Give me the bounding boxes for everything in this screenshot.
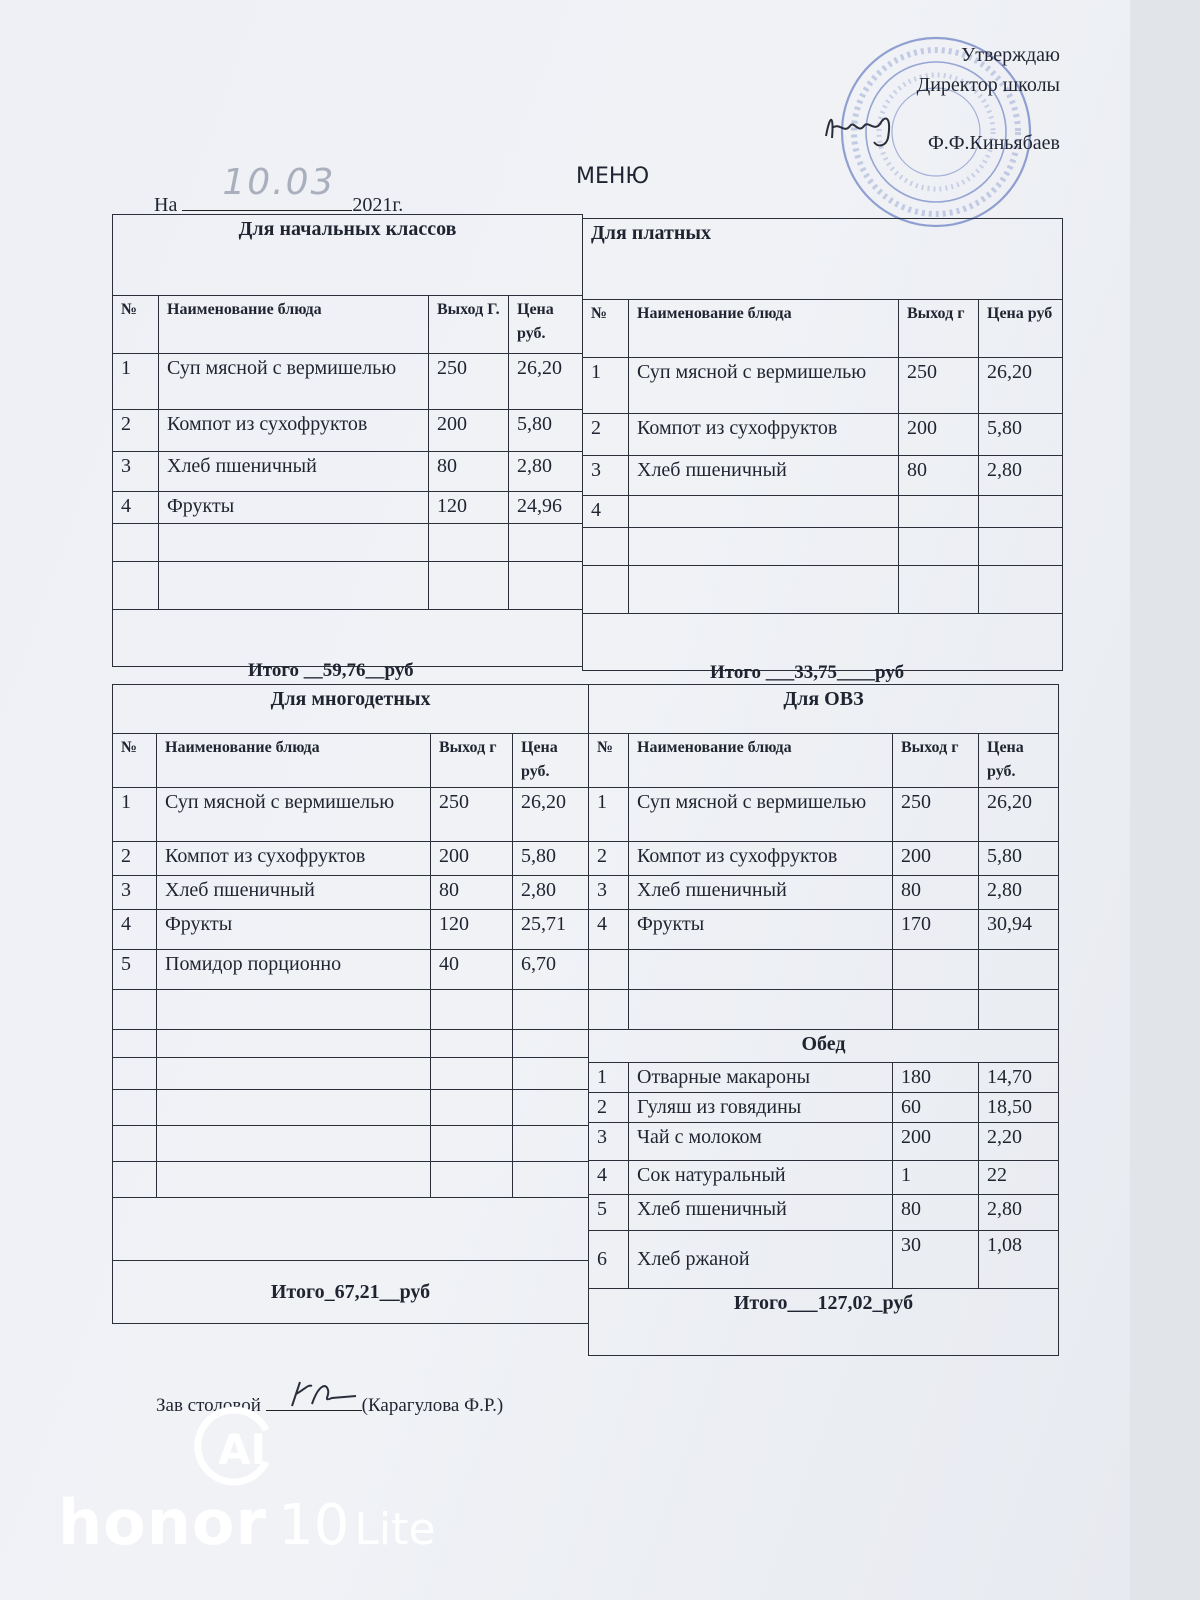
table-row: 1 Суп мясной с вермишелью 250 26,20 (589, 788, 1059, 842)
table-row: 3 Чай с молоком 200 2,20 (589, 1123, 1059, 1161)
empty-row (113, 1162, 589, 1198)
watermark-brand: honor (58, 1486, 268, 1559)
table-row: 2 Гуляш из говядины 60 18,50 (589, 1093, 1059, 1123)
watermark-model: 10 (278, 1493, 350, 1558)
section-title: Для ОВЗ (783, 688, 864, 710)
col-num: № (113, 296, 159, 354)
primary-classes-table (112, 214, 583, 667)
col-name: Наименование блюда (157, 734, 431, 788)
table-row: 6 Хлеб ржаной 30 1,08 (589, 1231, 1059, 1289)
table-row: 1 Суп мясной с вермишелью 250 26,20 (113, 354, 583, 410)
paid-table (582, 218, 1063, 671)
empty-row (583, 566, 1063, 614)
canteen-head-label: Зав столовой (156, 1395, 261, 1416)
col-price: Цена руб. (979, 734, 1059, 788)
director-name: Ф.Ф.Киньябаев (927, 132, 1060, 154)
empty-row (113, 1126, 589, 1162)
large-family-table (112, 684, 589, 1324)
table-row: 4 Фрукты 120 24,96 (113, 492, 583, 524)
table-row: 2 Компот из сухофруктов 200 5,80 (113, 410, 583, 452)
empty-row (589, 950, 1059, 990)
empty-row (113, 1090, 589, 1126)
col-yield: Выход г (899, 300, 979, 358)
col-name: Наименование блюда (159, 296, 429, 354)
col-yield: Выход Г. (429, 296, 509, 354)
ai-logo-icon (188, 1400, 288, 1490)
section-title: Для многодетных (270, 688, 431, 710)
col-name: Наименование блюда (629, 734, 893, 788)
approval-block (917, 40, 1060, 158)
empty-row (583, 528, 1063, 566)
table-row: 1 Отварные макароны 180 14,70 (589, 1063, 1059, 1093)
col-yield: Выход г (431, 734, 513, 788)
table-row: 3 Хлеб пшеничный 80 2,80 (583, 456, 1063, 496)
col-yield: Выход г (893, 734, 979, 788)
col-num: № (583, 300, 629, 358)
col-num: № (589, 734, 629, 788)
director-signature (822, 108, 902, 152)
empty-row (113, 524, 583, 562)
table-row: 5 Помидор порционно 40 6,70 (113, 950, 589, 990)
watermark-suffix: Lite (354, 1504, 436, 1555)
ai-logo-text: AI (218, 1425, 267, 1474)
section-title: Для платных (591, 222, 711, 244)
handwritten-date: 10.03 (222, 162, 336, 203)
table-row: 4 (583, 496, 1063, 528)
approve-label: Утверждаю (961, 44, 1060, 66)
date-line (154, 162, 404, 217)
table-row: 5 Хлеб пшеничный 80 2,80 (589, 1195, 1059, 1231)
ovz-table (588, 684, 1059, 1356)
col-price: Цена руб. (509, 296, 583, 354)
empty-row (589, 990, 1059, 1030)
large-family-total: Итого_67,21__руб (270, 1280, 431, 1303)
section-title: Для начальных классов (238, 218, 457, 240)
empty-row (113, 1058, 589, 1090)
background-edge (1130, 0, 1200, 1600)
canteen-head-signature (286, 1376, 366, 1412)
table-row: 2 Компот из сухофруктов 200 5,80 (113, 842, 589, 876)
table-row: 1 Суп мясной с вермишелью 250 26,20 (583, 358, 1063, 414)
col-num: № (113, 734, 157, 788)
table-row: 2 Компот из сухофруктов 200 5,80 (583, 414, 1063, 456)
table-row: 1 Суп мясной с вермишелью 250 26,20 (113, 788, 589, 842)
approver-position: Директор школы (916, 74, 1060, 96)
date-suffix: 2021г. (352, 194, 404, 216)
table-row: 2 Компот из сухофруктов 200 5,80 (589, 842, 1059, 876)
col-price: Цена руб (979, 300, 1063, 358)
col-name: Наименование блюда (629, 300, 899, 358)
table-row: 3 Хлеб пшеничный 80 2,80 (589, 876, 1059, 910)
canteen-head-name: (Карагулова Ф.Р.) (361, 1395, 504, 1416)
empty-row (113, 990, 589, 1030)
empty-row (113, 562, 583, 610)
table-row: 4 Фрукты 170 30,94 (589, 910, 1059, 950)
date-prefix: На (154, 194, 178, 216)
table-row: 4 Фрукты 120 25,71 (113, 910, 589, 950)
lunch-title: Обед (801, 1033, 846, 1055)
col-price: Цена руб. (513, 734, 589, 788)
primary-total: Итого __59,76__руб (248, 660, 414, 681)
ovz-total: Итого___127,02_руб (733, 1292, 914, 1314)
table-row: 3 Хлеб пшеничный 80 2,80 (113, 452, 583, 492)
table-row: 4 Сок натуральный 1 22 (589, 1161, 1059, 1195)
page-title: МЕНЮ (576, 164, 650, 189)
table-row: 3 Хлеб пшеничный 80 2,80 (113, 876, 589, 910)
empty-row (113, 1030, 589, 1058)
paid-total: Итого ___33,75____руб (710, 662, 905, 683)
